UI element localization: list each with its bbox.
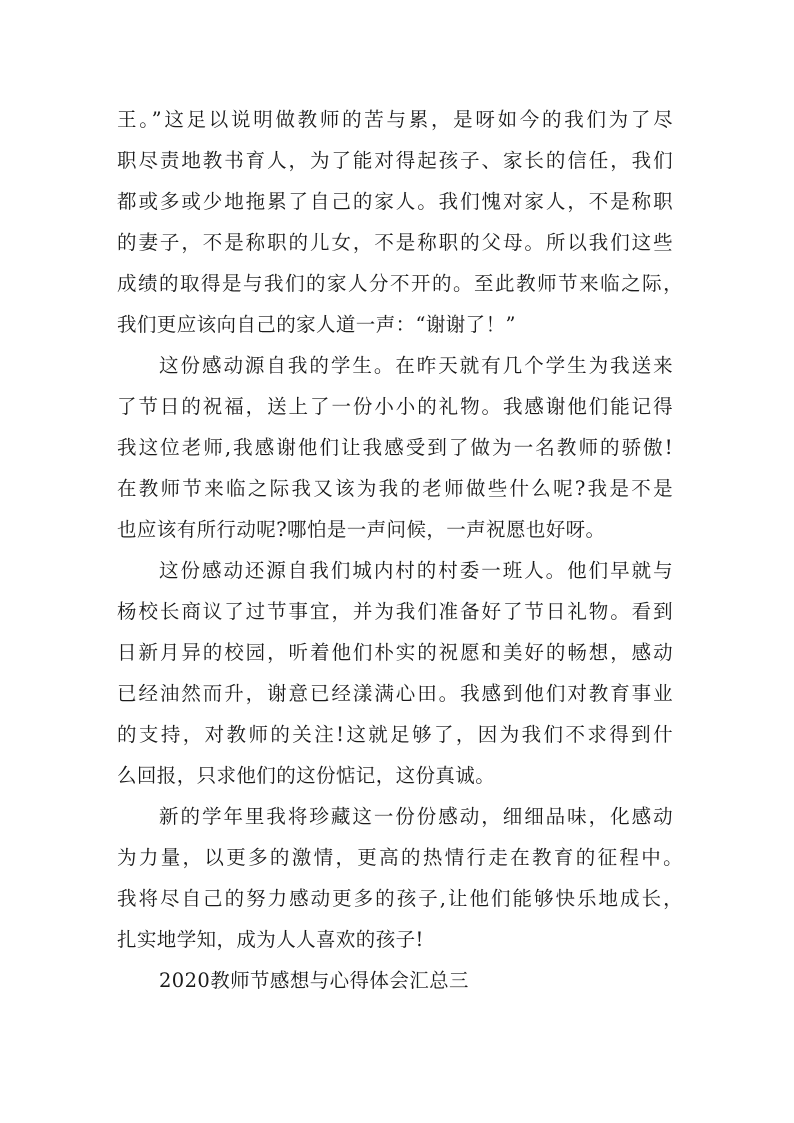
section-heading: 2020教师节感想与心得体会汇总三 — [159, 969, 469, 992]
text-line: 杨校长商议了过节事宜，并为我们准备好了节日礼物。看到 — [117, 600, 673, 623]
text-line: 已经油然而升，谢意已经漾满心田。我感到他们对教育事业 — [117, 682, 673, 705]
text-line: 王。”这足以说明做教师的苦与累，是呀如今的我们为了尽 — [117, 108, 673, 131]
text-line: 我们更应该向自己的家人道一声：“谢谢了！” — [117, 313, 516, 336]
text-line: 我这位老师,我感谢他们让我感受到了做为一名教师的骄傲! — [117, 436, 673, 459]
text-line: 也应该有所行动呢?哪怕是一声问候，一声祝愿也好呀。 — [117, 518, 606, 541]
text-line: 扎实地学知，成为人人喜欢的孩子! — [117, 928, 424, 951]
paragraph-first-line: 这份感动还源自我们城内村的村委一班人。他们早就与 — [159, 559, 673, 582]
text-line: 我将尽自己的努力感动更多的孩子,让他们能够快乐地成长， — [117, 887, 683, 910]
text-line: 么回报，只求他们的这份惦记，这份真诚。 — [117, 764, 496, 787]
text-line: 在教师节来临之际我又该为我的老师做些什么呢?我是不是 — [117, 477, 673, 500]
text-line: 都或多或少地拖累了自己的家人。我们愧对家人，不是称职 — [117, 190, 673, 213]
text-line: 职尽责地教书育人，为了能对得起孩子、家长的信任，我们 — [117, 149, 673, 172]
text-line: 为力量，以更多的激情，更高的热情行走在教育的征程中。 — [117, 846, 683, 869]
text-line: 日新月异的校园，听着他们朴实的祝愿和美好的畅想，感动 — [117, 641, 673, 664]
paragraph-first-line: 这份感动源自我的学生。在昨天就有几个学生为我送来 — [159, 354, 673, 377]
paragraph-first-line: 新的学年里我将珍藏这一份份感动，细细品味，化感动 — [159, 805, 673, 828]
text-line: 了节日的祝福，送上了一份小小的礼物。我感谢他们能记得 — [117, 395, 673, 418]
text-line: 的支持，对教师的关注!这就足够了，因为我们不求得到什 — [117, 723, 673, 746]
text-line: 成绩的取得是与我们的家人分不开的。至此教师节来临之际， — [117, 272, 683, 295]
text-line: 的妻子，不是称职的儿女，不是称职的父母。所以我们这些 — [117, 231, 673, 254]
